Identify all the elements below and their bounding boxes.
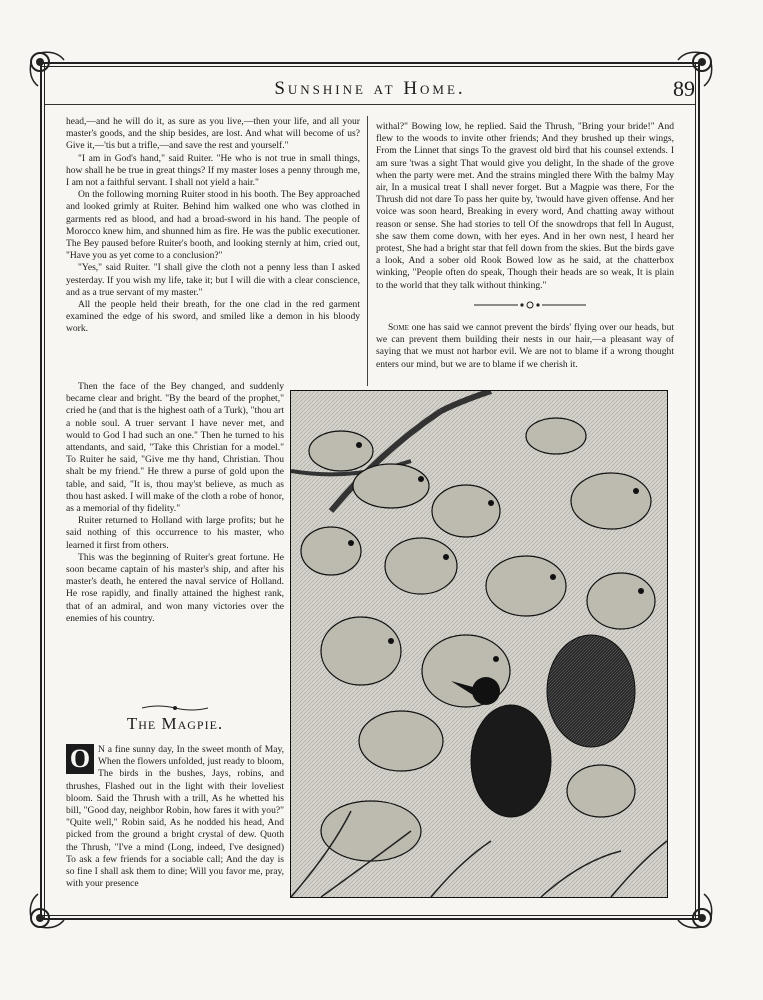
bird-engraving-illustration — [290, 390, 668, 898]
paragraph-text: one has said we cannot prevent the birds' flying over our heads, but we can prevent them building their nests in our hair,—a pleasant way of saying that we must not harbor evil. We are not to blame if a wrong thought enters our mind, but we are to blame if we cherish it. — [376, 322, 674, 370]
column-divider — [367, 116, 368, 386]
poem-title: The Magpie. — [126, 714, 224, 733]
paragraph: Then the face of the Bey changed, and suddenly became clear and bright. "By the beard of the prophet," cried he (and that is the highest oath of a Turk), "thou art a noble soul. A truer servant I have never met, and would to God I had such an one." Then he turned to his attendants, and said, "Take this Christian for a model." To Ruiter he said, "Give me thy hand, Christian. Thou shalt be my friend." He threw a purse of gold upon the table, and said, "It is, thou may'st believe, as much as thou hast asked. I will make of the cloth a robe of honor, as a memorial of thy fidelity." — [66, 381, 284, 515]
corner-ornament-icon — [26, 892, 66, 932]
right-column-bottom — [376, 322, 674, 371]
lead-word: Some — [388, 322, 409, 333]
paragraph: Ruiter returned to Holland with large profits; but he said nothing of this occurrence to his master, who learned it first from others. — [66, 515, 284, 551]
poem-continuation: withal?" Bowing low, he replied. Said the Thrush, "Bring your bride!" And flew to the woods to invite other friends; And they brushed up their wings, From the Linnet that sings To the gravest old bird that his counsel extends. I am sure 'twas a sight That would give you delight, In the shade of the grove when the party were met. And the strains mingled there With the balmy May air, In a musical treat I shall never forget. But a Magpie was there, For the Thrush did not dare To pass her quite by, 'twould have given offense. And her voice was soon heard, Breaking in every word, And chatting away without reason or sense. She had stories to tell Of the snowdrops that fell In August, she saw them come down, with her eyes. And in her own nest, I heard her protest, She had a bright star that fell down from the skies. But the birds gave a look, And a sober old Rook Bowed low as he said, at the chatterbox winking, "People often do speak, Though their heads are so weak, It is plain to the world that they talk without thinking." — [376, 121, 674, 291]
left-column-bottom — [66, 381, 284, 625]
paragraph: "Yes," said Ruiter. "I shall give the cloth not a penny less than I asked yesterday. If you wish my life, take it; but I will die with a clear conscience, and as a true servant of my master." — [66, 262, 360, 298]
drop-cap: O — [66, 744, 94, 774]
header-rule — [45, 104, 695, 105]
page-header — [45, 78, 695, 102]
poem-text: N a fine sunny day, In the sweet month of May, When the flowers unfolded, just ready to bloom, The birds in the bushes, Jays, robins, and thrushes, Flashed out in the light with their loveliest bloom. Said the Thrush with a trill, As he whetted his bill, "Good day, neighbor Robin, how fares it with you?" "Quite well," Robin said, As he nodded his head, And picked from the ground a bright crystal of dew. Quoth the Thrush, "I've a mind (Long, indeed, I've designed) To ask a few friends for a sociable call; And the day is so fine I shall ask them to dine; Will you favor me, pray, with your presence — [66, 744, 284, 890]
flourish-divider-icon — [470, 300, 590, 310]
right-column-top — [376, 121, 674, 292]
left-column-top — [66, 116, 360, 336]
flourish-divider-icon — [140, 704, 210, 712]
paragraph — [376, 322, 674, 371]
page-number: 89 — [673, 76, 695, 101]
birds-image — [291, 391, 667, 897]
paragraph: All the people held their breath, for the one clad in the red garment examined the edge of his sword, and smiled like a demon in his bloody work. — [66, 299, 360, 335]
paragraph: head,—and he will do it, as sure as you live,—then your life, and all your master's goods, and the ship besides, are lost. And what will become of us? Give it,—'tis but a trifle,—and save the rest and yourself." — [66, 116, 360, 152]
paragraph: "I am in God's hand," said Ruiter. "He who is not true in small things, how shall he be true in great things? If my master loses a penny through me, I am not a faithful servant. I shall not yield a hair." — [66, 152, 360, 189]
paragraph: On the following morning Ruiter stood in his booth. The Bey approached and looked grimly at Ruiter. Behind him walked one who was clothed in garments red as blood, and had a broad-sword in his hand. The people of Morocco knew him, and shunned him as fire. He was the public executioner. The Bey paused before Ruiter's booth, and looking sternly at him, cried out, "Have you as yet come to a conclusion?" — [66, 189, 360, 262]
poem-body — [66, 744, 284, 890]
paragraph: This was the beginning of Ruiter's great fortune. He soon became captain of his master's ship, and after his master's death, he entered the naval service of Holland. He rose rapidly, and finally attained the highest rank, that of an admiral, and won many victories over the enemies of his country. — [66, 551, 284, 624]
corner-ornament-icon — [676, 892, 716, 932]
running-title: Sunshine at Home. — [274, 78, 466, 99]
